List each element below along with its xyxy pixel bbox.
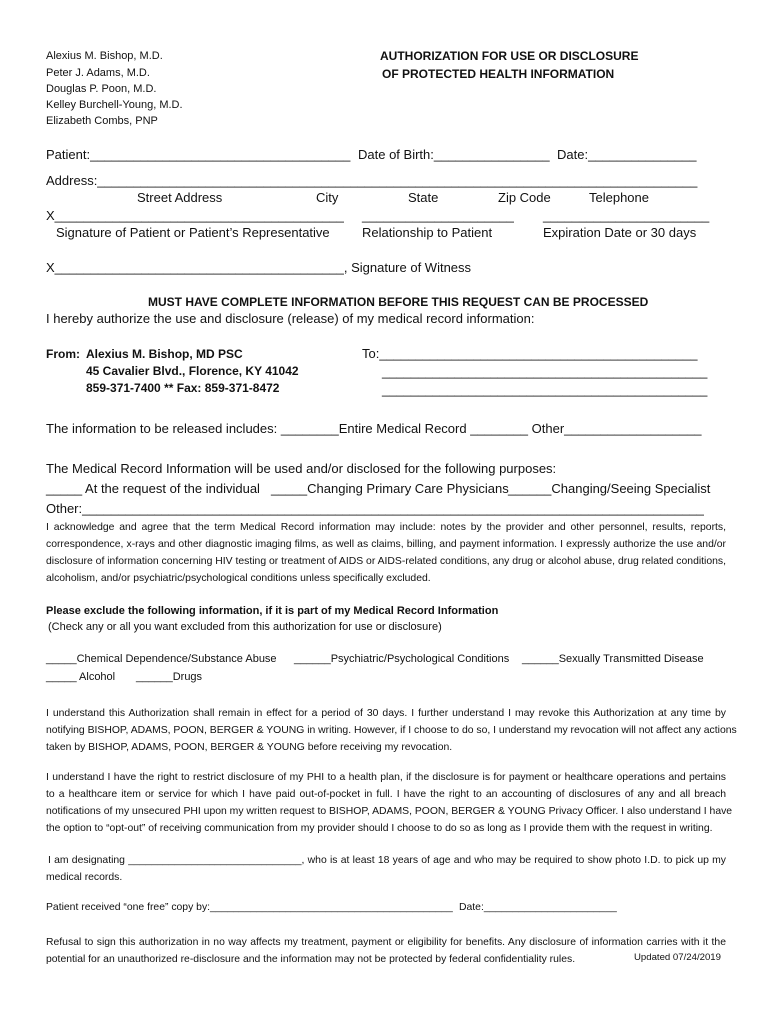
city-label: City: [316, 190, 339, 205]
to-field-line3[interactable]: _____________________________________________: [382, 382, 708, 397]
to-field-line1[interactable]: To:____________________________________________: [362, 346, 698, 361]
paragraph-line: I understand I have the right to restrict disclosure of my PHI to a health plan, if the disclosure is for payment or healthcare operations and pertains: [46, 772, 726, 783]
paragraph-line: disclosure of information concerning HIV testing or treatment of AIDS or AIDS-related conditions, any drug or alcohol abuse, drug related conditions,: [46, 556, 726, 567]
relationship-label: Relationship to Patient: [362, 225, 493, 240]
address-field[interactable]: Address:___________________________________________________________________________________: [46, 173, 698, 188]
exclude-drugs-checkbox[interactable]: ______Drugs: [136, 671, 203, 683]
designee-line[interactable]: I am designating ______________________________, who is at least 18 years of age and who may be required to show photo I.D. to pick up my: [48, 855, 726, 866]
zip-label: Zip Code: [498, 190, 551, 205]
paragraph-line: I acknowledge and agree that the term Medical Record information may include: notes by the provider and other personnel, results, reports,: [46, 522, 726, 533]
paragraph-line: alcoholism, and/or psychiatric/psychological conditions unless specifically excluded.: [46, 573, 431, 584]
authorization-statement: I hereby authorize the use and disclosure (release) of my medical record information:: [46, 311, 535, 326]
expiration-label: Expiration Date or 30 days: [543, 225, 697, 240]
telephone-label: Telephone: [589, 190, 649, 205]
patient-field[interactable]: Patient:____________________________________: [46, 147, 351, 162]
paragraph-line: Refusal to sign this authorization in no way affects my treatment, payment or eligibility for benefits. Any disclosure of information carries with it the: [46, 937, 726, 948]
relationship-line[interactable]: _____________________: [362, 208, 514, 223]
updated-date: Updated 07/24/2019: [634, 952, 721, 963]
paragraph-line: correspondence, x-rays and other diagnostic imaging films, as well as claims, billing, and payment information. I expressly authorize the use and/or: [46, 539, 726, 550]
from-label: From:: [46, 347, 80, 361]
street-label: Street Address: [137, 190, 223, 205]
exclude-subheading: (Check any or all you want excluded from this authorization for use or disclosure): [48, 621, 442, 633]
provider-name: Peter J. Adams, M.D.: [46, 67, 150, 79]
purpose-other-field[interactable]: Other:______________________________________________________________________________________: [46, 501, 704, 516]
release-includes[interactable]: The information to be released includes: ________Entire Medical Record ________ Other___________________: [46, 421, 702, 436]
exclude-psych-checkbox[interactable]: ______Psychiatric/Psychological Conditions: [294, 653, 510, 665]
to-field-line2[interactable]: _____________________________________________: [382, 364, 708, 379]
free-copy-field[interactable]: Patient received “one free” copy by:__________________________________________: [46, 902, 453, 913]
purpose-specialist-checkbox[interactable]: ______Changing/Seeing Specialist: [508, 481, 711, 496]
state-label: State: [408, 190, 439, 205]
witness-signature-line[interactable]: X________________________________________, Signature of Witness: [46, 260, 472, 275]
paragraph-line: medical records.: [46, 872, 123, 883]
provider-name: Elizabeth Combs, PNP: [46, 115, 158, 127]
from-phone: 859-371-7400 ** Fax: 859-371-8472: [86, 381, 280, 395]
from-name: Alexius M. Bishop, MD PSC: [86, 347, 243, 361]
provider-name: Douglas P. Poon, M.D.: [46, 83, 157, 95]
paragraph-line: notifying BISHOP, ADAMS, POON, BERGER & YOUNG in writing. However, if I choose to do so, I understand my revocation will not affect any actions: [46, 725, 737, 736]
purposes-intro: The Medical Record Information will be used and/or disclosed for the following purposes:: [46, 461, 557, 476]
designate-paragraph: [48, 852, 726, 886]
dob-field[interactable]: Date of Birth:________________: [358, 147, 550, 162]
exclude-heading: Please exclude the following information, if it is part of my Medical Record Information: [46, 605, 499, 617]
acknowledge-paragraph: [46, 519, 726, 587]
paragraph-line: taken by BISHOP, ADAMS, POON, BERGER & YOUNG before receiving my revocation.: [46, 742, 453, 753]
exclude-std-checkbox[interactable]: ______Sexually Transmitted Disease: [522, 653, 704, 665]
requirement-notice: MUST HAVE COMPLETE INFORMATION BEFORE THIS REQUEST CAN BE PROCESSED: [148, 295, 649, 309]
paragraph-line: I understand this Authorization shall remain in effect for a period of 30 days. I further understand I may revoke this Authorization at any time by: [46, 708, 726, 719]
paragraph-line: the option to “opt-out” of receiving communication from my provider should I choose to do so as long as I provide them with the request in writing.: [46, 823, 713, 834]
form-title-line2: OF PROTECTED HEALTH INFORMATION: [382, 67, 615, 81]
date-field[interactable]: Date:_______________: [557, 147, 697, 162]
signature-label: Signature of Patient or Patient’s Representative: [56, 225, 330, 240]
paragraph-line: potential for an unauthorized re-disclosure and the information may not be protected by federal confidentiality rules.: [46, 954, 576, 965]
purpose-pcp-checkbox[interactable]: _____Changing Primary Care Physicians: [271, 481, 509, 496]
free-copy-date-field[interactable]: Date:_______________________: [459, 902, 617, 913]
exclude-chemical-checkbox[interactable]: _____Chemical Dependence/Substance Abuse: [46, 653, 277, 665]
from-address: 45 Cavalier Blvd., Florence, KY 41042: [86, 364, 299, 378]
restriction-paragraph: [46, 769, 733, 837]
paragraph-line: notifications of my unsecured PHI upon my written request to BISHOP, ADAMS, POON, BERGER & YOUNG Privacy Officer. I also understand I have: [46, 806, 733, 817]
purpose-individual-checkbox[interactable]: _____ At the request of the individual: [46, 481, 260, 496]
provider-name: Kelley Burchell-Young, M.D.: [46, 99, 183, 111]
provider-name: Alexius M. Bishop, M.D.: [46, 50, 163, 62]
expiration-line[interactable]: _______________________: [543, 208, 710, 223]
revocation-paragraph: [46, 705, 737, 756]
paragraph-line: to a healthcare item or service for which I have paid out-of-pocket in full. I have the right to an accounting of disclosures of any and all breach: [46, 789, 726, 800]
form-title: AUTHORIZATION FOR USE OR DISCLOSURE: [380, 49, 639, 63]
patient-signature-line[interactable]: X________________________________________: [46, 208, 344, 223]
exclude-alcohol-checkbox[interactable]: _____ Alcohol: [46, 671, 116, 683]
refusal-paragraph: [46, 934, 726, 968]
